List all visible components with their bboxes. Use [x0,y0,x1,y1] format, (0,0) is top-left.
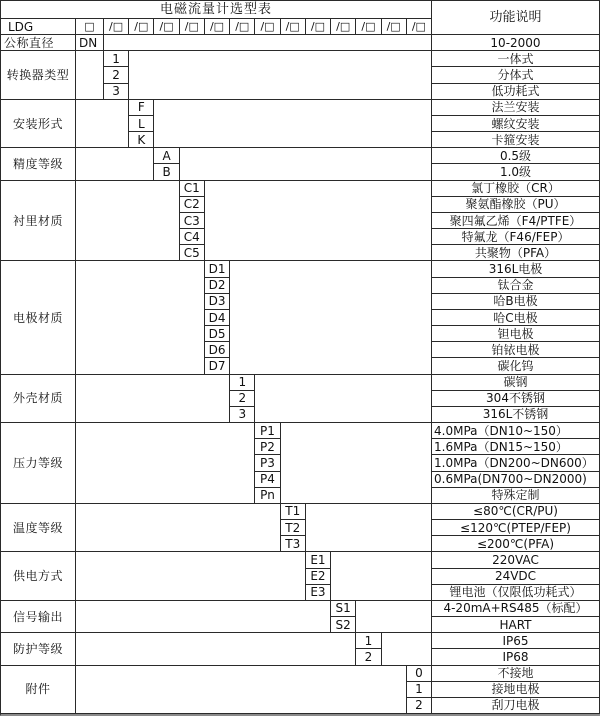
row-label: 信号输出 [1,601,76,633]
option-code: L [129,116,154,132]
model-slot: /□ [129,19,154,35]
option-code: S2 [331,617,356,633]
model-slot: /□ [104,19,129,35]
option-code: T2 [281,520,306,536]
option-code: 0 [407,666,432,682]
option-desc: HART [432,617,600,633]
option-desc: 哈C电极 [432,310,600,326]
option-code: E2 [306,569,331,585]
option-code: D6 [205,342,230,358]
option-desc: 聚氨酯橡胶（PU） [432,197,600,213]
dn-gap-cell [104,35,432,51]
option-desc: 聚四氟乙烯（F4/PTFE） [432,213,600,229]
model-slot: /□ [205,19,230,35]
option-code: E3 [306,585,331,601]
gap-cell [76,504,281,552]
option-code: D5 [205,326,230,342]
option-desc: 0.5级 [432,148,600,164]
option-desc: 钛合金 [432,278,600,294]
option-code: E1 [306,552,331,568]
option-desc: 特殊定制 [432,488,600,504]
option-desc: 1.0MPa（DN200~DN600） [432,455,600,471]
option-code: 3 [104,84,129,100]
gap-cell [76,552,306,601]
option-code: C5 [180,245,205,261]
option-code: 3 [230,407,255,423]
model-slot: /□ [407,19,432,35]
option-desc: 304不锈钢 [432,391,600,407]
option-code: 2 [230,391,255,407]
option-desc: 氯丁橡胶（CR） [432,181,600,197]
model-slot: /□ [230,19,255,35]
option-code: D7 [205,358,230,374]
option-code: D2 [205,278,230,294]
option-desc: 1.0级 [432,164,600,180]
gap-cell [76,601,331,633]
option-desc: IP68 [432,649,600,665]
option-code: C4 [180,229,205,245]
option-desc: 特氟龙（F46/FEP） [432,229,600,245]
row-label: 外壳材质 [1,375,76,423]
option-desc: 4.0MPa（DN10~150） [432,423,600,439]
option-desc: 24VDC [432,569,600,585]
row-label: 精度等级 [1,148,76,180]
option-desc: 碳钢 [432,375,600,391]
row-label: 压力等级 [1,423,76,504]
option-code: 1 [104,51,129,67]
gap-cell [76,423,255,504]
option-code: 1 [356,633,381,649]
gap-cell [76,100,129,148]
option-code: 2 [104,67,129,83]
model-slot: /□ [255,19,280,35]
option-code: P3 [255,455,280,471]
row-label: 安装形式 [1,100,76,148]
gap-cell [76,666,407,714]
gap-cell [76,633,356,665]
gap-cell [306,504,432,552]
option-code: P2 [255,439,280,455]
option-desc: 4-20mA+RS485（标配） [432,601,600,617]
gap-cell [76,375,230,423]
option-code: C2 [180,197,205,213]
model-slot: /□ [154,19,179,35]
gap-cell [382,633,432,665]
gap-cell [76,181,180,262]
option-code: F [129,100,154,116]
option-desc: 低功耗式 [432,84,600,100]
model-slot: /□ [281,19,306,35]
gap-cell [230,261,432,374]
option-code: Pn [255,488,280,504]
option-code: A [154,148,179,164]
gap-cell [281,423,432,504]
option-desc: 分体式 [432,67,600,83]
option-desc: 铂铱电极 [432,342,600,358]
model-slot: /□ [382,19,407,35]
model-slot: /□ [331,19,356,35]
table-title: 电磁流量计选型表 [1,1,432,19]
option-code: P4 [255,472,280,488]
dn-code: DN [76,35,104,51]
option-desc: 哈B电极 [432,294,600,310]
gap-cell [76,51,104,100]
option-desc: 碳化钨 [432,358,600,374]
gap-cell [356,601,432,633]
row-label: 供电方式 [1,552,76,601]
gap-cell [180,148,432,180]
row-label: 转换器类型 [1,51,76,100]
option-code: K [129,132,154,148]
option-code: 1 [407,682,432,698]
gap-cell [76,261,205,374]
option-code: D3 [205,294,230,310]
gap-cell [76,148,154,180]
row-label: 附件 [1,666,76,714]
option-desc: 螺纹安装 [432,116,600,132]
option-desc: 316L电极 [432,261,600,277]
option-desc: 不接地 [432,666,600,682]
option-desc: 0.6MPa(DN700~DN2000) [432,472,600,488]
row-label: 电极材质 [1,261,76,374]
option-code: B [154,164,179,180]
gap-cell [129,51,432,100]
row-label: 衬里材质 [1,181,76,262]
dn-desc: 10-2000 [432,35,600,51]
model-prefix: LDG [1,19,76,35]
option-desc: 共聚物（PFA） [432,245,600,261]
gap-cell [331,552,432,601]
option-code: D4 [205,310,230,326]
option-desc: 法兰安装 [432,100,600,116]
dn-row-label: 公称直径 [1,35,76,51]
option-code: S1 [331,601,356,617]
model-slot: /□ [180,19,205,35]
option-desc: 220VAC [432,552,600,568]
option-code: D1 [205,261,230,277]
gap-cell [154,100,432,148]
option-code: 2 [356,649,381,665]
option-code: P1 [255,423,280,439]
option-code: T3 [281,536,306,552]
option-code: C3 [180,213,205,229]
model-slot: /□ [356,19,381,35]
option-code: 2 [407,698,432,714]
option-desc: 卡箍安装 [432,132,600,148]
row-label: 防护等级 [1,633,76,665]
option-desc: 一体式 [432,51,600,67]
option-desc: 锂电池（仅限低功耗式） [432,585,600,601]
option-desc: 刮刀电极 [432,698,600,714]
gap-cell [205,181,432,262]
gap-cell [255,375,432,423]
row-label: 温度等级 [1,504,76,552]
option-desc: ≤80℃(CR/PU) [432,504,600,520]
option-code: C1 [180,181,205,197]
option-desc: 1.6MPa（DN15~150） [432,439,600,455]
option-desc: ≤200℃(PFA) [432,536,600,552]
option-desc: 钽电极 [432,326,600,342]
option-desc: 316L不锈钢 [432,407,600,423]
option-desc: ≤120℃(PTEP/FEP) [432,520,600,536]
model-slot: /□ [306,19,331,35]
model-box: □ [76,19,104,35]
option-desc: IP65 [432,633,600,649]
option-code: 1 [230,375,255,391]
option-desc: 接地电极 [432,682,600,698]
desc-header: 功能说明 [432,1,600,35]
option-code: T1 [281,504,306,520]
